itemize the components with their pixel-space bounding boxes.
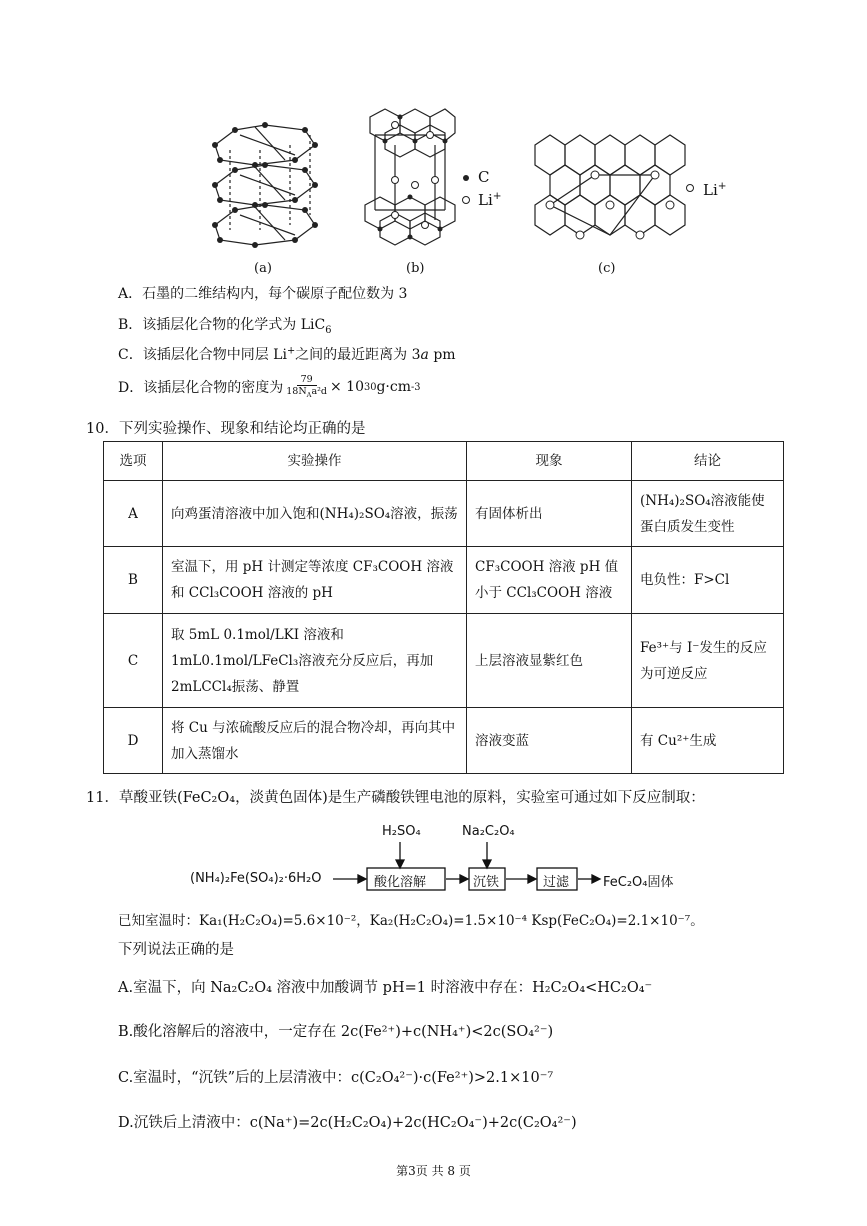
caption-a: (a)	[254, 261, 272, 276]
q11-ask: 下列说法正确的是	[118, 942, 234, 958]
row-phenomenon: 有固体析出	[467, 481, 632, 547]
q11-option-a: A.室温下，向 Na₂C₂O₄ 溶液中加酸调节 pH=1 时溶液中存在：H₂C₂O₄<HC₂O₄⁻	[118, 980, 653, 996]
flow-start: (NH₄)₂Fe(SO₄)₂·6H₂O	[190, 871, 322, 886]
q11-known-constants: 已知室温时：Ka₁(H₂C₂O₄)=5.6×10⁻²，Ka₂(H₂C₂O₄)=1.5×10⁻⁴ Ksp(FeC₂O₄)=2.1×10⁻⁷。	[118, 913, 704, 929]
row-operation: 向鸡蛋清溶液中加入饱和(NH₄)₂SO₄溶液，振荡	[163, 481, 467, 547]
row-conclusion: Fe³⁺与 I⁻发生的反应为可逆反应	[632, 614, 784, 708]
figure-graphite-structures	[195, 105, 755, 255]
page-footer: 第3页 共 8 页	[396, 1164, 471, 1178]
row-option: D	[104, 708, 163, 774]
flow-box-filter: 过滤	[543, 875, 570, 890]
process-flow	[190, 822, 710, 892]
table-row	[104, 708, 784, 774]
header-operation: 实验操作	[163, 442, 467, 481]
figure-a-graphite	[215, 125, 315, 245]
table-row	[104, 614, 784, 708]
header-option: 选项	[104, 442, 163, 481]
q9-option-a: A．石墨的二维结构内，每个碳原子配位数为 3	[118, 286, 408, 302]
q11-option-d: D.沉铁后上清液中：c(Na⁺)=2c(H₂C₂O₄)+2c(HC₂O₄⁻)+2c(C₂O₄²⁻)	[118, 1115, 577, 1131]
q9-option-d: D．该插层化合物的密度为 79 $18N_Aa^2d$ × 10 30 g·cm -3	[118, 374, 421, 399]
q9-option-c: C．该插层化合物中同层 Li+之间的最近距离为 3a pm	[118, 345, 456, 363]
row-option: B	[104, 547, 163, 614]
table-row	[104, 547, 784, 614]
flow-reagent-h2so4: H₂SO₄	[382, 824, 421, 839]
header-phenomenon: 现象	[467, 442, 632, 481]
experiment-table	[103, 441, 784, 774]
density-fraction: 79 $18N_Aa^2d$	[286, 374, 327, 399]
row-option: A	[104, 481, 163, 547]
header-conclusion: 结论	[632, 442, 784, 481]
legend-b-li: Li+	[478, 190, 502, 209]
row-conclusion: 电负性：F>Cl	[632, 547, 784, 614]
caption-c: (c)	[598, 261, 616, 276]
row-phenomenon: 上层溶液显紫红色	[467, 614, 632, 708]
legend-b-c: C	[478, 168, 490, 186]
row-operation: 取 5mL 0.1mol/LKI 溶液和 1mL0.1mol/LFeCl₃溶液充分反应后，再加 2mLCCl₄振荡、静置	[163, 614, 467, 708]
flow-box-precipitate: 沉铁	[473, 875, 500, 890]
row-phenomenon: 溶液变蓝	[467, 708, 632, 774]
row-operation: 室温下，用 pH 计测定等浓度 CF₃COOH 溶液和 CCl₃COOH 溶液的 pH	[163, 547, 467, 614]
table-row	[104, 481, 784, 547]
caption-b: (b)	[406, 261, 425, 276]
flow-box-dissolve: 酸化溶解	[374, 875, 427, 890]
figure-c-top-view	[535, 135, 685, 235]
q11-option-c: C.室温时，“沉铁”后的上层清液中：c(C₂O₄²⁻)·c(Fe²⁺)>2.1×10⁻⁷	[118, 1070, 554, 1086]
figure-b-intercalation	[365, 109, 455, 245]
flow-end: FeC₂O₄固体	[603, 875, 674, 890]
table-header-row	[104, 442, 784, 481]
row-phenomenon: CF₃COOH 溶液 pH 值小于 CCl₃COOH 溶液	[467, 547, 632, 614]
row-option: C	[104, 614, 163, 708]
row-operation: 将 Cu 与浓硫酸反应后的混合物冷却，再向其中加入蒸馏水	[163, 708, 467, 774]
flow-reagent-na2c2o4: Na₂C₂O₄	[462, 824, 515, 839]
row-conclusion: (NH₄)₂SO₄溶液能使蛋白质发生变性	[632, 481, 784, 547]
q11-option-b: B.酸化溶解后的溶液中，一定存在 2c(Fe²⁺)+c(NH₄⁺)<2c(SO₄²⁻)	[118, 1024, 554, 1040]
row-conclusion: 有 Cu²⁺生成	[632, 708, 784, 774]
q11-stem: 11．草酸亚铁(FeC₂O₄，淡黄色固体)是生产磷酸铁锂电池的原料，实验室可通过如下反应制取：	[86, 790, 705, 806]
q10-stem: 10．下列实验操作、现象和结论均正确的是	[86, 421, 366, 437]
legend-c-li: Li+	[703, 180, 727, 199]
q9-option-b: B．该插层化合物的化学式为 LiC$_6$	[118, 317, 332, 336]
